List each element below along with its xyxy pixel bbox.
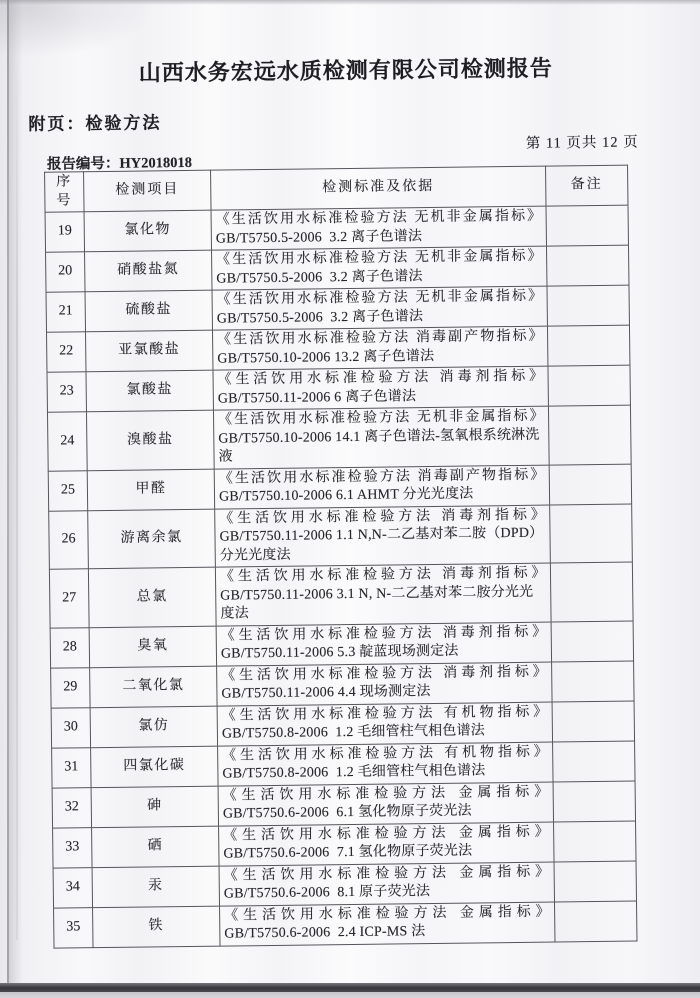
table-row <box>45 205 628 252</box>
cell-test-item: 硝酸盐氮 <box>85 250 212 292</box>
cell-standard <box>213 366 548 410</box>
table-row <box>50 621 633 668</box>
table-row <box>46 285 629 332</box>
cell-test-item: 铁 <box>93 906 220 948</box>
cell-standard <box>220 902 555 946</box>
cell-remark <box>550 562 633 621</box>
standard-method: GB/T5750.10-2006 13.2 离子色谱法 <box>217 348 435 367</box>
standard-method: GB/T5750.5-2006 3.2 离子色谱法 <box>216 268 423 287</box>
cell-standard <box>212 326 547 370</box>
cell-standard <box>214 465 549 509</box>
standard-method: GB/T5750.5-2006 3.2 离子色谱法 <box>216 308 424 327</box>
cell-remark <box>551 621 633 662</box>
cell-standard <box>212 286 547 330</box>
standard-method: GB/T5750.11-2006 1.1 N,N-二乙基对苯二胺（DPD）分光光度法 <box>219 525 544 564</box>
table-body <box>45 205 637 948</box>
cell-remark <box>552 661 634 702</box>
standard-method: GB/T5750.10-2006 14.1 离子色谱法-氢氧根系统淋洗液 <box>218 427 540 465</box>
standard-title: 《生活饮用水标准检验方法 无机非金属指标》 <box>215 208 542 228</box>
cell-remark <box>555 901 637 942</box>
table-row <box>53 821 636 868</box>
standard-method: GB/T5750.11-2006 4.4 现场测定法 <box>221 684 431 702</box>
cell-standard <box>219 822 554 866</box>
cell-standard <box>215 505 551 568</box>
cell-test-item: 甲醛 <box>87 469 214 511</box>
cell-serial-number: 35 <box>54 907 93 947</box>
cell-serial-number: 22 <box>47 332 86 372</box>
standard-title: 《生活饮用水标准检验方法 消毒副产物指标》 <box>218 467 545 487</box>
standard-title: 《生活饮用水标准检验方法 有机物指标》 <box>221 704 548 724</box>
cell-serial-number: 26 <box>49 510 89 569</box>
cell-test-item: 游离余氯 <box>88 509 216 569</box>
table-row <box>46 245 629 292</box>
table-row <box>47 405 631 471</box>
methods-table <box>44 165 637 949</box>
cell-test-item: 溴酸盐 <box>86 410 214 470</box>
standard-method: GB/T5750.11-2006 3.1 N, N-二乙基对苯二胺分光光度法 <box>220 584 534 622</box>
cell-remark <box>548 365 630 406</box>
standard-method: GB/T5750.11-2006 5.3 靛蓝现场测定法 <box>220 643 459 662</box>
cell-standard <box>218 742 553 786</box>
cell-test-item: 硫酸盐 <box>85 290 212 332</box>
standard-title: 《生活饮用水标准检验方法 金属指标》 <box>224 904 551 924</box>
cell-test-item: 硒 <box>92 826 219 868</box>
table-row <box>52 781 635 828</box>
page-indicator: 第 11 页共 12 页 <box>525 134 639 152</box>
cell-test-item: 氯化物 <box>84 210 211 252</box>
scan-bottom-edge <box>0 983 700 992</box>
standard-method: GB/T5750.11-2006 6 离子色谱法 <box>217 388 417 407</box>
table-row <box>52 741 635 788</box>
standard-method: GB/T5750.8-2006 1.2 毛细管柱气相色谱法 <box>222 763 486 782</box>
header-item: 检测项目 <box>84 170 211 212</box>
header-remark: 备注 <box>546 165 628 206</box>
table-row <box>54 901 637 948</box>
standard-method: GB/T5750.5-2006 3.2 离子色谱法 <box>215 228 423 247</box>
standard-method: GB/T5750.6-2006 8.1 原子荧光法 <box>223 884 431 902</box>
scan-bottom-margin <box>0 992 700 998</box>
cell-standard <box>217 662 552 706</box>
table-row <box>47 365 630 412</box>
table-row <box>51 701 634 748</box>
table-row <box>53 861 636 908</box>
standard-method: GB/T5750.6-2006 7.1 氢化物原子荧光法 <box>223 843 473 862</box>
table-row <box>49 504 633 570</box>
cell-test-item: 砷 <box>91 786 218 828</box>
cell-standard <box>216 622 551 666</box>
header-standard: 检测标准及依据 <box>211 166 546 210</box>
standard-title: 《生活饮用水标准检验方法 有机物指标》 <box>222 744 549 764</box>
cell-serial-number: 25 <box>48 470 87 510</box>
header-no: 序号 <box>45 172 84 212</box>
cell-serial-number: 29 <box>51 667 90 707</box>
cell-test-item: 氯酸盐 <box>86 370 213 412</box>
standard-method: GB/T5750.6-2006 2.4 ICP-MS 法 <box>224 924 426 942</box>
cell-serial-number: 32 <box>52 787 91 827</box>
cell-test-item: 氯仿 <box>90 706 217 748</box>
cell-serial-number: 33 <box>53 827 92 867</box>
standard-title: 《生活饮用水标准检验方法 消毒剂指标》 <box>219 565 547 585</box>
cell-serial-number: 31 <box>52 747 91 787</box>
scan-crease <box>16 60 18 940</box>
cell-remark <box>550 504 633 563</box>
cell-test-item: 总氯 <box>88 567 216 627</box>
cell-standard <box>219 862 554 906</box>
cell-serial-number: 27 <box>49 569 89 628</box>
cell-remark <box>546 205 628 246</box>
cell-remark <box>547 285 629 326</box>
cell-remark <box>549 464 631 505</box>
cell-serial-number: 20 <box>46 252 85 292</box>
cell-remark <box>552 701 634 742</box>
report-title: 山西水务宏远水质检测有限公司检测报告 <box>138 55 553 86</box>
cell-test-item: 臭氧 <box>89 626 216 668</box>
cell-remark <box>554 821 636 862</box>
cell-serial-number: 23 <box>47 372 86 412</box>
cell-serial-number: 24 <box>47 412 87 471</box>
report-number: 报告编号：HY2018018 <box>46 154 193 173</box>
cell-serial-number: 30 <box>51 707 90 747</box>
cell-standard <box>217 702 552 746</box>
table-row <box>47 325 630 372</box>
cell-remark <box>553 781 635 822</box>
standard-title: 《生活饮用水标准检验方法 无机非金属指标》 <box>216 288 543 308</box>
table-row <box>51 661 634 708</box>
cell-remark <box>553 741 635 782</box>
standard-title: 《生活饮用水标准检验方法 消毒剂指标》 <box>221 664 548 684</box>
cell-standard <box>218 782 553 826</box>
cell-test-item: 二氧化氯 <box>90 666 217 708</box>
cell-remark <box>546 245 628 286</box>
standard-title: 《生活饮用水标准检验方法 消毒剂指标》 <box>217 368 544 388</box>
cell-remark <box>547 325 629 366</box>
cell-test-item: 四氯化碳 <box>91 746 218 788</box>
standard-title: 《生活饮用水标准检验方法 金属指标》 <box>223 824 550 844</box>
standard-title: 《生活饮用水标准检验方法 消毒剂指标》 <box>219 507 546 527</box>
standard-method: GB/T5750.8-2006 1.2 毛细管柱气相色谱法 <box>221 723 486 742</box>
cell-remark <box>554 861 636 902</box>
cell-serial-number: 21 <box>46 292 85 332</box>
appendix-label: 附页：检验方法 <box>28 113 162 134</box>
cell-standard <box>212 246 547 290</box>
standard-method: GB/T5750.10-2006 6.1 AHMT 分光光度法 <box>218 486 474 505</box>
table-row <box>49 562 633 628</box>
standard-title: 《生活饮用水标准检验方法 无机非金属指标》 <box>218 408 545 428</box>
standard-method: GB/T5750.6-2006 6.1 氢化物原子荧光法 <box>222 803 472 822</box>
standard-title: 《生活饮用水标准检验方法 金属指标》 <box>223 864 550 884</box>
cell-standard <box>211 206 546 250</box>
standard-title: 《生活饮用水标准检验方法 无机非金属指标》 <box>216 248 543 268</box>
cell-serial-number: 34 <box>53 867 92 907</box>
cell-serial-number: 28 <box>50 627 89 667</box>
standard-title: 《生活饮用水标准检验方法 金属指标》 <box>222 784 549 804</box>
cell-test-item: 汞 <box>92 866 219 908</box>
cell-standard <box>215 563 551 626</box>
cell-remark <box>548 405 631 464</box>
cell-standard <box>213 406 549 469</box>
standard-title: 《生活饮用水标准检验方法 消毒副产物指标》 <box>217 328 544 348</box>
table-header-row <box>45 165 628 212</box>
cell-test-item: 亚氯酸盐 <box>86 330 213 372</box>
standard-title: 《生活饮用水标准检验方法 消毒剂指标》 <box>220 624 547 644</box>
table-row <box>48 464 631 511</box>
cell-serial-number: 19 <box>45 212 84 252</box>
